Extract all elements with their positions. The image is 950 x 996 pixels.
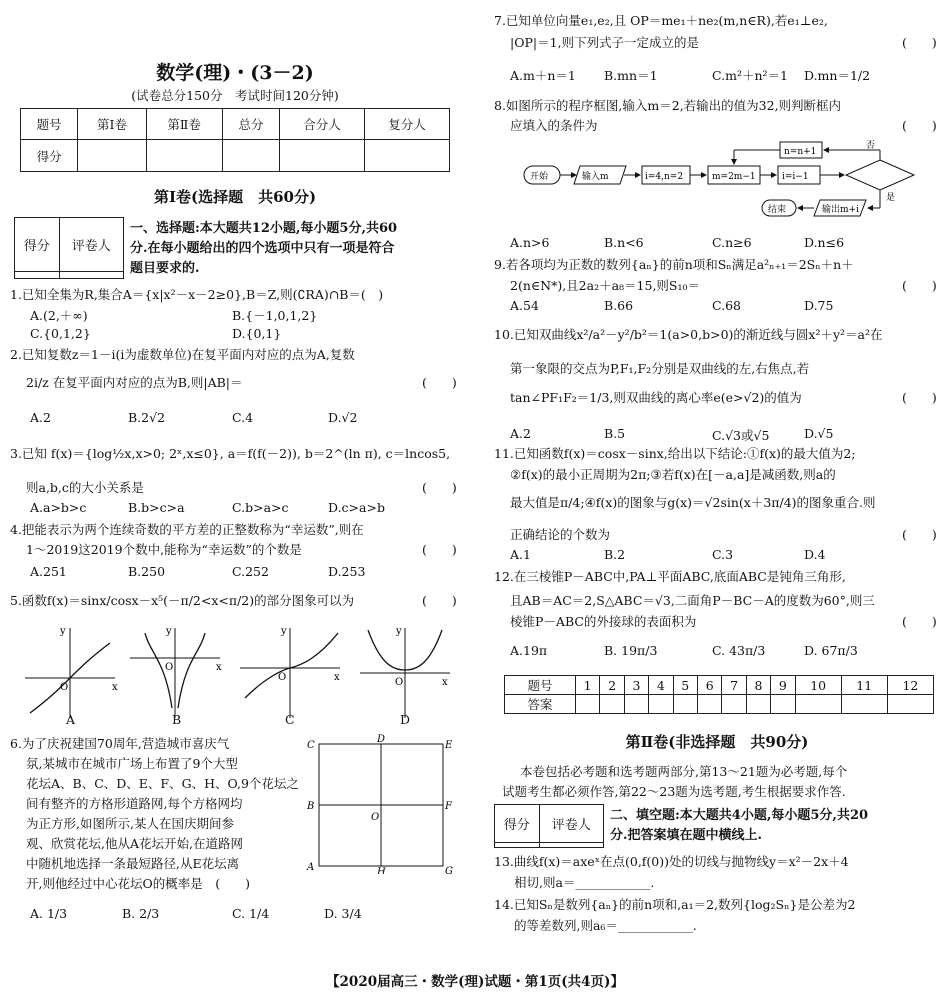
- question-13: 13.曲线f(x)＝axeˣ在点(0,f(0))处的切线与抛物线y＝x²－2x＋4: [494, 854, 849, 869]
- score-cell[interactable]: [78, 140, 146, 172]
- answer-header: 8: [746, 676, 770, 695]
- flow-start: 开始: [530, 172, 549, 182]
- option[interactable]: B.b>c>a: [128, 500, 185, 515]
- option[interactable]: C.3: [712, 547, 734, 562]
- option[interactable]: C.4: [232, 410, 254, 425]
- option[interactable]: C.{0,1,2}: [30, 326, 91, 341]
- question-6-cont: 观、欣赏花坛,他从A花坛开始,在道路网: [26, 836, 243, 851]
- flow-end: 结束: [768, 205, 787, 215]
- flow-no: 否: [866, 141, 876, 151]
- answer-table: [504, 675, 934, 714]
- answer-header: 题号: [505, 676, 576, 695]
- question-6-cont: 氛,某城市在城市广场上布置了9个大型: [26, 756, 238, 771]
- axis-y: y: [396, 626, 402, 637]
- axis-y: y: [60, 626, 66, 637]
- flow-assign-m: m=2m−1: [712, 172, 756, 182]
- question-7-cont: |OP|＝1,则下列式子一定成立的是: [510, 35, 700, 50]
- option[interactable]: B.n<6: [604, 235, 644, 250]
- grader-box-label: 评卷人: [59, 218, 123, 272]
- option[interactable]: D.c>a>b: [328, 500, 385, 515]
- node-h: H: [377, 867, 386, 874]
- node-b: B: [307, 801, 315, 812]
- question-3: 3.已知 f(x)＝{log½x,x>0; 2ˣ,x≤0}, a＝f(f(－2)), b＝2^(ln π), c＝lncos5,: [10, 446, 451, 461]
- question-6-cont: 中随机地选择一条最短路径,从E花坛离: [26, 856, 240, 871]
- question-5: 5.函数f(x)＝sinx/cosx－x⁵(－π/2<x<π/2)的部分图象可以为: [10, 593, 355, 608]
- part2-score-box: [494, 804, 604, 848]
- answer-bracket: ( ): [422, 480, 457, 495]
- answer-cell[interactable]: [722, 695, 746, 714]
- graph-label-d: D: [400, 712, 411, 727]
- answer-cell[interactable]: [771, 695, 795, 714]
- question-6-cont: 开,则他经过中心花坛O的概率是 ( ): [26, 876, 250, 891]
- answer-header: 5: [673, 676, 697, 695]
- origin: O: [395, 677, 404, 688]
- part2-instruction: 二、填空题:本大题共4小题,每小题5分,共20: [610, 808, 869, 823]
- node-e: E: [445, 740, 453, 751]
- question-11-cont: 最大值是π/4;④f(x)的图象与g(x)＝√2sin(x＋3π/4)的图象重合.则: [510, 495, 876, 510]
- flow-assign-n: n=n+1: [784, 147, 817, 157]
- answer-cell[interactable]: [697, 695, 721, 714]
- option[interactable]: A.251: [30, 564, 67, 579]
- graph-b[interactable]: [130, 626, 222, 718]
- answer-bracket: ( ): [902, 390, 937, 405]
- answer-cell[interactable]: [600, 695, 624, 714]
- score-cell[interactable]: [222, 140, 279, 172]
- score-header: 题号: [21, 109, 78, 140]
- option[interactable]: D. 67π/3: [804, 643, 858, 658]
- answer-bracket: ( ): [902, 118, 937, 133]
- question-4-cont: 1～2019这2019个数中,能称为“幸运数”的个数是: [26, 542, 302, 557]
- option[interactable]: C.√3或√5: [712, 428, 770, 443]
- axis-x: x: [112, 682, 118, 693]
- answer-header: 10: [795, 676, 841, 695]
- score-cell[interactable]: [365, 140, 450, 172]
- question-11-cont: ②f(x)的最小正周期为2π;③若f(x)在[－a,a]是减函数,则a的: [510, 467, 836, 482]
- node-o: O: [371, 812, 380, 823]
- question-10-cont: 第一象限的交点为P,F₁,F₂分别是双曲线的左,右焦点,若: [510, 361, 810, 376]
- question-6-cont: 为正方形,如图所示,某人在国庆期间参: [26, 816, 234, 831]
- exam-subtitle: (试卷总分150分 考试时间120分钟): [131, 88, 339, 103]
- flow-init: i=4,n=2: [645, 172, 684, 182]
- program-flowchart: [522, 138, 942, 233]
- score-header: 总分: [222, 109, 279, 140]
- score-header: 第Ⅰ卷: [78, 109, 146, 140]
- option[interactable]: C. 1/4: [232, 906, 270, 921]
- score-header: 第Ⅱ卷: [146, 109, 222, 140]
- option[interactable]: D.75: [804, 298, 834, 313]
- part2-instruction: 分.把答案填在题中横线上.: [610, 828, 763, 843]
- option[interactable]: B. 2/3: [122, 906, 160, 921]
- axis-x: x: [216, 662, 222, 673]
- option[interactable]: B.250: [128, 564, 166, 579]
- answer-header: 4: [649, 676, 673, 695]
- origin: O: [278, 672, 287, 683]
- question-12-cont: 且AB＝AC＝2,S△ABC＝√3,二面角P－BC－A的度数为60°,则三: [510, 593, 875, 608]
- question-10-cont: tan∠PF₁F₂＝1/3,则双曲线的离心率e(e>√2)的值为: [510, 390, 802, 405]
- node-d: D: [377, 734, 386, 745]
- option[interactable]: C.252: [232, 564, 269, 579]
- score-row-label: 得分: [21, 140, 78, 172]
- node-a: A: [307, 862, 315, 873]
- option[interactable]: A. 1/3: [30, 906, 68, 921]
- answer-header: 11: [841, 676, 887, 695]
- question-12-cont: 棱锥P－ABC的外接球的表面积为: [510, 614, 697, 629]
- option[interactable]: C.b>a>c: [232, 500, 289, 515]
- option[interactable]: A.54: [510, 298, 539, 313]
- option[interactable]: D.n≤6: [804, 235, 845, 250]
- answer-header: 7: [722, 676, 746, 695]
- option[interactable]: C.m²＋n²＝1: [712, 68, 788, 83]
- origin: O: [165, 662, 174, 673]
- answer-header: 1: [575, 676, 599, 695]
- answer-cell[interactable]: [887, 695, 933, 714]
- answer-cell[interactable]: [673, 695, 697, 714]
- answer-header: 3: [624, 676, 648, 695]
- graph-a[interactable]: [25, 626, 118, 718]
- option[interactable]: B.5: [604, 426, 626, 441]
- question-7: 7.已知单位向量e₁,e₂,且 OP＝me₁＋ne₂(m,n∈R),若e₁⊥e₂,: [494, 13, 828, 28]
- flow-input: 输入m: [582, 172, 609, 182]
- part2-title: 第Ⅱ卷(非选择题 共90分): [625, 733, 809, 751]
- answer-row-label: 答案: [505, 695, 576, 714]
- axis-y: y: [166, 626, 172, 637]
- question-10: 10.已知双曲线x²/a²－y²/b²＝1(a>0,b>0)的渐近线与圆x²＋y²＝a²在: [494, 327, 883, 342]
- score-cell[interactable]: [280, 140, 365, 172]
- grader-box-label: 评卷人: [539, 805, 603, 843]
- answer-header: 12: [887, 676, 933, 695]
- answer-header: 9: [771, 676, 795, 695]
- origin: O: [60, 682, 69, 693]
- node-f: F: [445, 801, 452, 812]
- option[interactable]: D.253: [328, 564, 366, 579]
- option[interactable]: A.(2,＋∞): [30, 308, 88, 323]
- score-box-label: 得分: [495, 805, 540, 843]
- option[interactable]: A.1: [510, 547, 531, 562]
- question-8: 8.如图所示的程序框图,输入m＝2,若输出的值为32,则判断框内: [494, 98, 842, 113]
- score-table: [20, 108, 450, 172]
- part1-instruction: 一、选择题:本大题共12小题,每小题5分,共60: [130, 221, 398, 236]
- answer-bracket: ( ): [902, 527, 937, 542]
- score-box-label: 得分: [15, 218, 60, 272]
- option[interactable]: D.√5: [804, 426, 834, 441]
- answer-bracket: ( ): [902, 614, 937, 629]
- answer-cell[interactable]: [841, 695, 887, 714]
- grader-box-cell[interactable]: [539, 842, 603, 847]
- question-14: 14.已知Sₙ是数列{aₙ}的前n项和,a₁＝2,数列{log₂Sₙ}是公差为2: [494, 897, 856, 912]
- question-6-cont: 花坛A、B、C、D、E、F、G、H、O,9个花坛之: [26, 776, 299, 791]
- question-12: 12.在三棱锥P－ABC中,PA⊥平面ABC,底面ABC是钝角三角形,: [494, 569, 846, 584]
- flow-yes: 是: [886, 193, 896, 203]
- answer-bracket: ( ): [422, 375, 457, 390]
- score-header: 复分人: [365, 109, 450, 140]
- part1-score-box: [14, 217, 124, 279]
- graph-d[interactable]: [360, 626, 450, 718]
- option[interactable]: D.{0,1}: [232, 326, 282, 341]
- option[interactable]: C.n≥6: [712, 235, 752, 250]
- question-2: 2.已知复数z＝1－i(i为虚数单位)在复平面内对应的点为A,复数: [10, 347, 355, 362]
- option[interactable]: B.mn＝1: [604, 68, 658, 83]
- option[interactable]: C.68: [712, 298, 741, 313]
- question-14-blank[interactable]: 的等差数列,则a₆＝____________.: [514, 918, 697, 933]
- question-4: 4.把能表示为两个连续奇数的平方差的正整数称为“幸运数”,则在: [10, 522, 364, 537]
- option[interactable]: A.19π: [510, 643, 548, 658]
- grader-box-cell[interactable]: [59, 271, 123, 278]
- question-1: 1.已知全集为R,集合A＝{x|x²－x－2≥0},B＝Z,则(∁RA)∩B＝( ): [10, 287, 384, 302]
- question-3-cont: 则a,b,c的大小关系是: [26, 480, 144, 495]
- part1-title: 第Ⅰ卷(选择题 共60分): [153, 188, 317, 206]
- question-2-cont: 2i/z 在复平面内对应的点为B,则|AB|＝: [26, 375, 243, 390]
- answer-cell[interactable]: [649, 695, 673, 714]
- option[interactable]: A.a>b>c: [30, 500, 87, 515]
- score-box-cell[interactable]: [495, 842, 540, 847]
- page-footer: 【2020届高三・数学(理)试题・第1页(共4页)】: [326, 974, 624, 990]
- question-11-cont: 正确结论的个数为: [510, 527, 611, 542]
- answer-bracket: ( ): [422, 542, 457, 557]
- answer-bracket: ( ): [902, 278, 937, 293]
- option[interactable]: B.66: [604, 298, 634, 313]
- graph-label-c: C: [285, 712, 295, 727]
- axis-y: y: [281, 626, 287, 637]
- option[interactable]: C. 43π/3: [712, 643, 766, 658]
- axis-x: x: [442, 677, 448, 688]
- question-9: 9.若各项均为正数的数列{aₙ}的前n项和Sₙ满足a²ₙ₊₁＝2Sₙ＋n＋: [494, 257, 854, 272]
- flower-bed-grid: [305, 734, 455, 874]
- answer-bracket: ( ): [422, 593, 457, 608]
- question-9-cont: 2(n∈N*),且2a₂＋a₈＝15,则S₁₀＝: [510, 278, 701, 293]
- option[interactable]: D.4: [804, 547, 826, 562]
- page-title: 数学(理)・(3－2): [156, 62, 314, 84]
- option[interactable]: A.2: [30, 410, 51, 425]
- graph-label-a: A: [66, 712, 76, 727]
- question-6: 6.为了庆祝建国70周年,营造城市喜庆气: [10, 736, 230, 751]
- question-6-cont: 间有整齐的方格形道路网,每个方格网均: [26, 796, 243, 811]
- answer-cell[interactable]: [624, 695, 648, 714]
- part1-instruction: 题目要求的.: [130, 261, 200, 276]
- part2-intro: 试题考生都必须作答,第22～23题为选考题,考生根据要求作答.: [502, 784, 846, 799]
- answer-bracket: ( ): [902, 35, 937, 50]
- answer-cell[interactable]: [575, 695, 599, 714]
- graph-c[interactable]: [240, 626, 340, 718]
- score-box-cell[interactable]: [15, 271, 60, 278]
- answer-header: 2: [600, 676, 624, 695]
- question-8-cont: 应填入的条件为: [510, 118, 598, 133]
- option[interactable]: B. 19π/3: [604, 643, 658, 658]
- flow-assign-i: i=i−1: [782, 172, 809, 182]
- option[interactable]: B.2√2: [128, 410, 166, 425]
- answer-cell[interactable]: [746, 695, 770, 714]
- option[interactable]: B.{－1,0,1,2}: [232, 308, 318, 323]
- part1-instruction: 分.在每小题给出的四个选项中只有一项是符合: [130, 241, 395, 256]
- option[interactable]: D.√2: [328, 410, 358, 425]
- function-graphs: [20, 618, 450, 728]
- option[interactable]: D.mn＝1/2: [804, 68, 871, 83]
- option[interactable]: A.n>6: [510, 235, 550, 250]
- option[interactable]: A.m＋n＝1: [510, 68, 576, 83]
- answer-header: 6: [697, 676, 721, 695]
- question-11: 11.已知函数f(x)＝cosx－sinx,给出以下结论:①f(x)的最大值为2;: [494, 446, 856, 461]
- part2-intro: 本卷包括必考题和选考题两部分,第13～21题为必考题,每个: [520, 764, 848, 779]
- axis-x: x: [334, 672, 340, 683]
- option[interactable]: D. 3/4: [324, 906, 362, 921]
- flow-output: 输出m+i: [822, 205, 859, 215]
- option[interactable]: A.2: [510, 426, 531, 441]
- question-13-blank[interactable]: 相切,则a＝____________.: [514, 875, 655, 890]
- score-header: 合分人: [280, 109, 365, 140]
- node-g: G: [445, 866, 453, 874]
- graph-label-b: B: [172, 712, 182, 727]
- node-c: C: [307, 740, 315, 751]
- answer-cell[interactable]: [795, 695, 841, 714]
- option[interactable]: B.2: [604, 547, 626, 562]
- score-cell[interactable]: [146, 140, 222, 172]
